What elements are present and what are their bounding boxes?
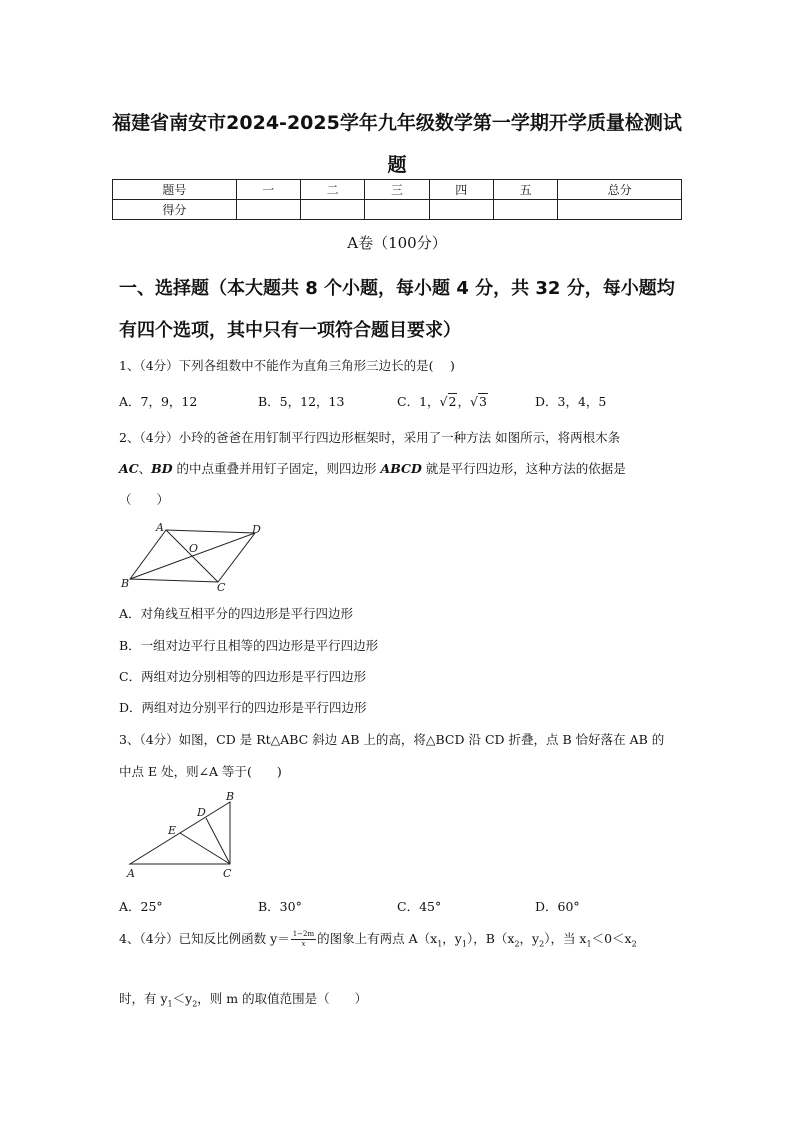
question-3-line-1: 3、（4分）如图，CD 是 Rt△ABC 斜边 AB 上的高，将△BCD 沿 CD 折叠，点 B 恰好落在 AB 的 — [119, 732, 665, 747]
score-table-cell: 一 — [236, 180, 300, 200]
section-heading-continued: 有四个选项，其中只有一项符合题目要求） — [119, 320, 461, 341]
fraction: $\frac{1-2m}{x}$ — [292, 930, 315, 948]
point-label-c: C — [223, 867, 232, 880]
score-table-blank-cell — [300, 200, 364, 220]
point-label-o: O — [189, 542, 199, 555]
segment-ce — [180, 833, 230, 864]
question-2-option-b: B．一组对边平行且相等的四边形是平行四边形 — [119, 638, 379, 653]
point-label-b: B — [226, 790, 235, 803]
score-table-cell: 五 — [493, 180, 557, 200]
sqrt-3: √3 — [469, 394, 487, 409]
score-table-cell: 四 — [429, 180, 493, 200]
point-label-e: E — [168, 824, 177, 837]
point-label-a: A — [156, 521, 164, 534]
score-table-blank-cell — [558, 200, 682, 220]
triangle-figure — [120, 788, 250, 880]
score-table — [112, 179, 682, 220]
question-3-option-d: D．60° — [535, 899, 580, 914]
point-label-d: D — [252, 523, 261, 536]
question-2-option-a: A．对角线互相平分的四边形是平行四边形 — [119, 606, 354, 621]
score-table-score-row — [113, 200, 682, 220]
question-2-option-d: D．两组对边分别平行的四边形是平行四边形 — [119, 700, 367, 715]
question-2-line-2: AC、BD 的中点重叠并用钉子固定，则四边形 ABCD 就是平行四边形，这种方法的依据是 — [119, 461, 626, 476]
question-2-line-1: 2、（4分）小玲的爸爸在用钉制平行四边形框架时，采用了一种方法 如图所示，将两根木条 — [119, 430, 621, 445]
score-table-cell: 三 — [365, 180, 429, 200]
score-table-cell: 题号 — [113, 180, 237, 200]
option-c-separator: ， — [457, 394, 470, 409]
score-table-blank-cell — [365, 200, 429, 220]
parallelogram-figure — [118, 520, 268, 592]
sqrt-2: √2 — [439, 394, 457, 409]
document-title: 福建省南安市2024-2025学年九年级数学第一学期开学质量检测试 — [112, 112, 682, 134]
question-3-option-a: A．25° — [119, 899, 163, 914]
score-table-blank-cell — [429, 200, 493, 220]
point-label-a: A — [127, 867, 135, 880]
question-3-line-2: 中点 E 处，则∠A 等于( ) — [119, 764, 282, 779]
section-heading: 一、选择题（本大题共 8 个小题，每小题 4 分，共 32 分，每小题均 — [119, 278, 675, 299]
question-3-option-c: C．45° — [397, 899, 442, 914]
score-table-blank-cell — [493, 200, 557, 220]
point-label-c: C — [217, 581, 226, 592]
score-table-cell: 总分 — [558, 180, 682, 200]
question-3-option-b: B．30° — [258, 899, 302, 914]
diagonal-bd — [130, 533, 255, 579]
question-1-option-c — [397, 392, 488, 410]
option-c-prefix: C．1， — [397, 394, 440, 409]
document-title-continued: 题 — [387, 154, 407, 176]
question-4-line-1: 4、（4分）已知反比例函数 y＝ $\frac{1-2m}{x}$ 的图象上有两点 $A(x_1$，$y_1$），$B(x_2$，$y_2$），当 $x_1<0<x_2$ — [119, 930, 637, 949]
score-table-header-row — [113, 180, 682, 200]
score-table-cell: 二 — [300, 180, 364, 200]
question-2-line-3: （ ） — [119, 492, 170, 507]
question-1-option-a: A．7，9，12 — [119, 394, 198, 409]
paper-label: A卷（100分） — [347, 234, 447, 252]
question-2-option-c: C．两组对边分别相等的四边形是平行四边形 — [119, 669, 367, 684]
point-label-b: B — [121, 577, 130, 590]
question-1-option-b: B．5，12，13 — [258, 394, 345, 409]
score-table-blank-cell — [236, 200, 300, 220]
question-4-line-2: 时，有 $y_1<y_2$，则 m 的取值范围是（ ） — [119, 991, 368, 1009]
question-1-stem: 1、（4分）下列各组数中不能作为直角三角形三边长的是( ) — [119, 358, 455, 373]
question-1-option-d: D．3，4，5 — [535, 394, 607, 409]
point-label-d: D — [197, 806, 206, 819]
score-table-cell: 得分 — [113, 200, 237, 220]
